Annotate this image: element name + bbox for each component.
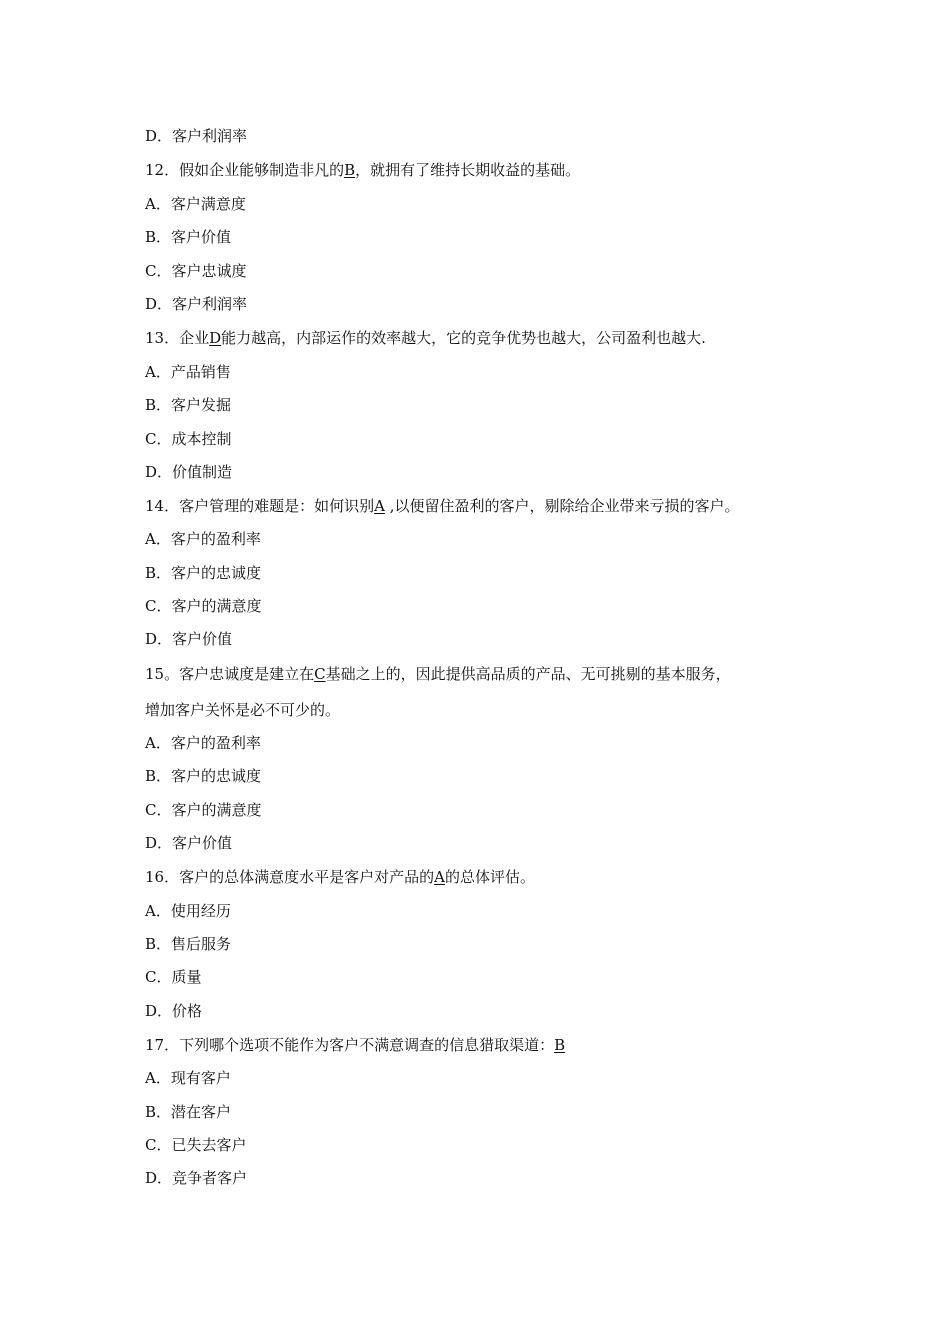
option-line (145, 1135, 246, 1155)
option-text: A．客户满意度 (145, 195, 246, 213)
option-line (145, 1102, 231, 1122)
option-line (145, 261, 246, 281)
option-text: A．客户的盈利率 (145, 530, 261, 548)
option-text: C．客户忠诚度 (145, 262, 247, 280)
option-line (145, 733, 261, 753)
question-text-end: ，就拥有了维持长期收益的基础。 (355, 161, 581, 179)
question-16 (145, 867, 535, 887)
question-text-end: 能力越高，内部运作的效率越大，它的竞争优势也越大，公司盈利也越大. (221, 329, 706, 347)
option-text: C．已失去客户 (145, 1136, 247, 1154)
option-text: C．客户的满意度 (145, 801, 262, 819)
question-text: 16．客户的总体满意度水平是客户对产品的 (145, 868, 435, 886)
option-text: C．客户的满意度 (145, 597, 262, 615)
question-13 (145, 328, 706, 348)
option-line (145, 967, 201, 987)
question-text: 增加客户关怀是必不可少的。 (145, 701, 341, 719)
option-text: B．客户发掘 (145, 396, 232, 414)
option-text: A．现有客户 (145, 1069, 231, 1087)
option-text: D．客户利润率 (145, 295, 248, 313)
option-line (145, 629, 232, 649)
option-text: D．价值制造 (145, 463, 233, 481)
option-line (145, 294, 247, 314)
question-text: 14．客户管理的难题是：如何识别 (145, 497, 375, 515)
option-text: A．客户的盈利率 (145, 734, 261, 752)
option-text: C．成本控制 (145, 430, 232, 448)
question-text-end: 的总体评估。 (444, 868, 535, 886)
option-line (145, 766, 261, 786)
option-line (145, 901, 231, 921)
option-text: C．质量 (145, 968, 202, 986)
option-line (145, 194, 246, 214)
option-line (145, 833, 232, 853)
option-text: A．使用经历 (145, 902, 231, 920)
answer-blank: B (344, 161, 356, 179)
answer-blank: C (314, 665, 326, 683)
option-line (145, 429, 231, 449)
option-line (145, 1068, 231, 1088)
option-text: D．客户价值 (145, 630, 233, 648)
question-text: 17．下列哪个选项不能作为客户不满意调查的信息猎取渠道： (145, 1036, 555, 1054)
option-text: B．售后服务 (145, 935, 232, 953)
option-line (145, 462, 232, 482)
option-text: B．潜在客户 (145, 1103, 232, 1121)
option-line (145, 529, 261, 549)
option-line (145, 934, 231, 954)
question-15 (145, 664, 731, 684)
option-line (145, 1001, 202, 1021)
answer-blank: D (209, 329, 222, 347)
question-text: 12．假如企业能够制造非凡的 (145, 161, 345, 179)
option-line (145, 126, 247, 146)
option-text: D．价格 (145, 1002, 203, 1020)
answer-blank: A (374, 497, 385, 515)
question-text: 15。客户忠诚度是建立在 (145, 665, 315, 683)
option-text: D．竞争者客户 (145, 1169, 248, 1187)
option-line (145, 227, 231, 247)
option-line (145, 800, 261, 820)
option-text: B．客户价值 (145, 228, 232, 246)
option-text: B．客户的忠诚度 (145, 767, 262, 785)
question-text-end: 基础之上的，因此提供高品质的产品、无可挑剔的基本服务， (325, 665, 731, 683)
question-text: 13．企业 (145, 329, 210, 347)
question-15-continued (145, 700, 340, 720)
option-line (145, 563, 261, 583)
option-line (145, 596, 261, 616)
option-text: D．客户价值 (145, 834, 233, 852)
option-line (145, 1168, 247, 1188)
question-text-end: ,以便留住盈利的客户，剔除给企业带来亏损的客户。 (384, 497, 740, 515)
option-line (145, 395, 231, 415)
option-text: B．客户的忠诚度 (145, 564, 262, 582)
answer-blank: A (434, 868, 445, 886)
question-12 (145, 160, 580, 180)
question-17 (145, 1035, 565, 1055)
option-line (145, 362, 231, 382)
option-text: D．客户利润率 (145, 127, 248, 145)
option-text: A．产品销售 (145, 363, 231, 381)
question-14 (145, 496, 739, 516)
answer-blank: B (554, 1036, 566, 1054)
